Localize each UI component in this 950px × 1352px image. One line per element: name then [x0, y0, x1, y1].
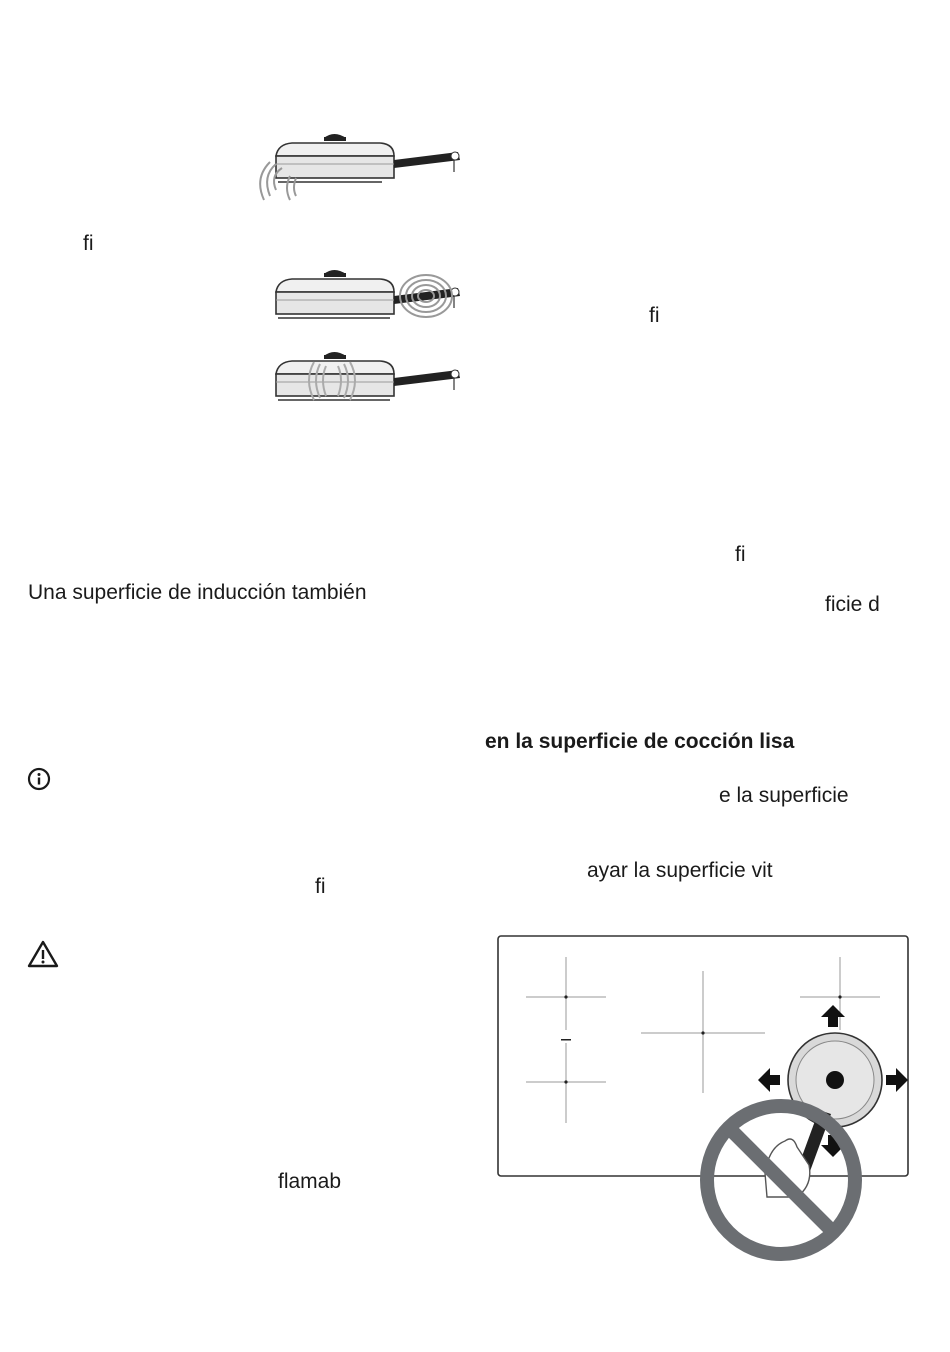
- fragment-ficie-d: ficie d: [825, 593, 880, 616]
- fragment-fi-right-top: fi: [649, 304, 660, 327]
- section-heading-smooth-surface: en la superficie de cocción lisa: [485, 730, 795, 753]
- pan-illustration-base-leak: [258, 128, 468, 206]
- fragment-ayar-line: ayar la superficie vit: [587, 859, 773, 882]
- fragment-fi-left: fi: [83, 232, 94, 255]
- pan-illustration-body-waves: [258, 348, 468, 406]
- fragment-fi-right-mid: fi: [735, 543, 746, 566]
- fragment-flamab: flamab: [278, 1170, 342, 1193]
- cooktop-no-sliding-illustration: [497, 935, 913, 1265]
- fragment-e-la-superficie: e la superficie: [719, 784, 849, 807]
- fragment-fi-left-low: fi: [315, 875, 326, 898]
- info-circle-icon: [27, 767, 51, 791]
- fragment-induction-line: Una superficie de inducción también: [28, 581, 367, 604]
- pan-illustration-handle-radiation: [258, 266, 468, 326]
- warning-triangle-icon: [27, 940, 59, 968]
